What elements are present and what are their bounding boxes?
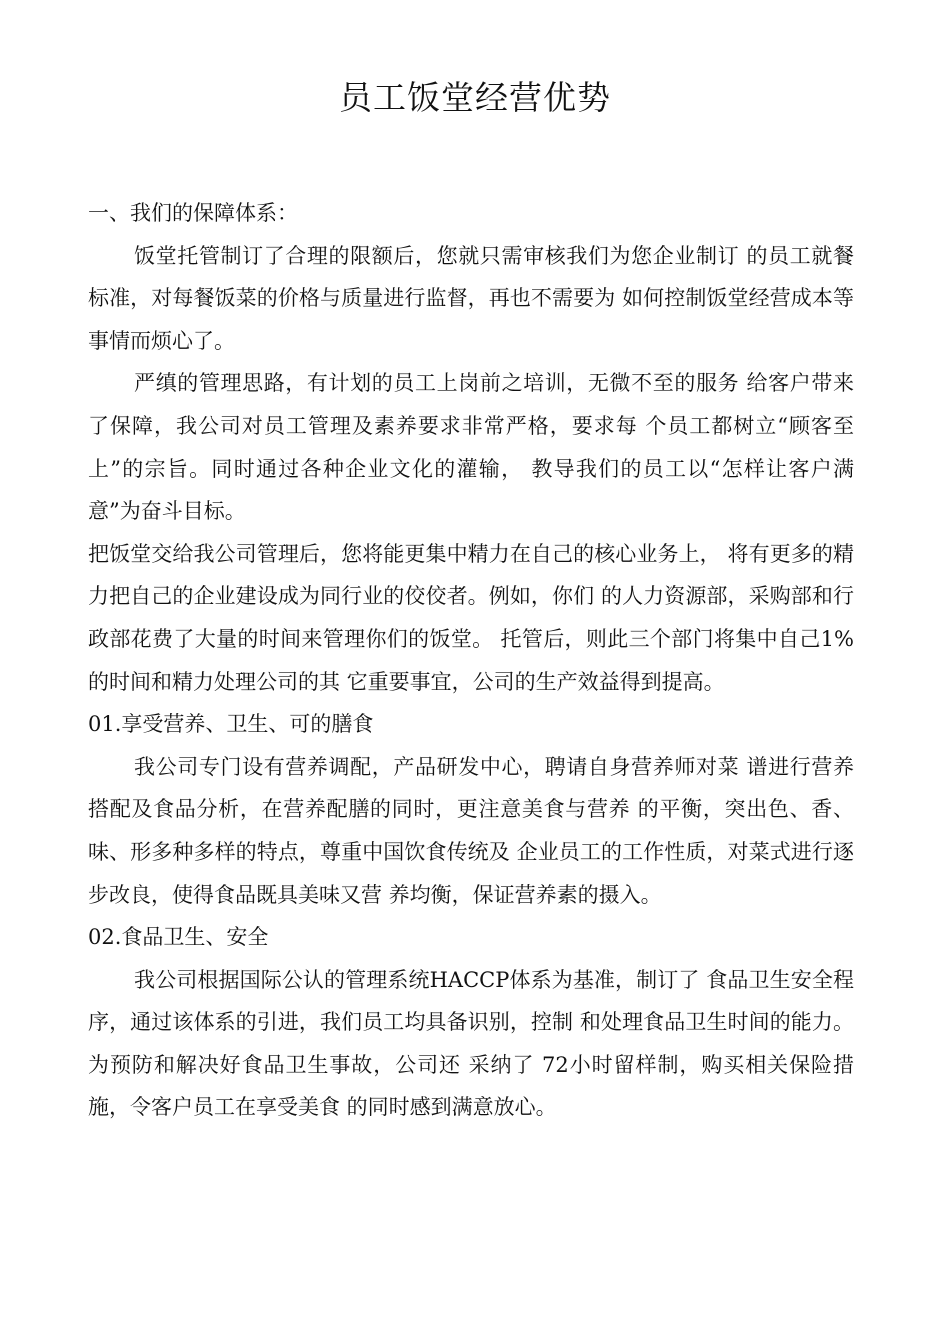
paragraph-haccp-safety: 我公司根据国际公认的管理系统HACCP体系为基准，制订了 食品卫生安全程序，通过该体系的引进，我们员工均具备识别，控制 和处理食品卫生时间的能力。为预防和解决好食品卫生事故，公司还 采纳了 72小时留样制，购买相关保险措施，令客户员工在享受美食 的同时感到满意放心。 — [88, 967, 854, 1120]
section-heading-guarantee-system: 一、我们的保障体系： — [88, 201, 298, 225]
paragraph-nutrition-center: 我公司专门设有营养调配，产品研发中心，聘请自身营养师对菜 谱进行营养搭配及食品分析，在营养配膳的同时，更注意美食与营养 的平衡，突出色、香、味、形多种多样的特点，尊重中国饮食传统及 企业员工的工作性质，对菜式进行逐步改良，使得食品既具美味又营 养均衡，保证营养素的摄入。 — [88, 754, 854, 907]
paragraph-management-training: 严缜的管理思路，有计划的员工上岗前之培训，无微不至的服务 给客户带来了保障，我公司对员工管理及素养要求非常严格，要求每 个员工都树立“顾客至上”的宗旨。同时通过各种企业文化的灌输， 教导我们的员工以“怎样让客户满意”为奋斗目标。 — [88, 371, 854, 524]
section-heading-food-safety: 02.食品卫生、安全 — [88, 925, 269, 950]
document-title: 员工饭堂经营优势 — [339, 78, 611, 117]
paragraph-core-business-focus: 把饭堂交给我公司管理后，您将能更集中精力在自己的核心业务上， 将有更多的精力把自己的企业建设成为同行业的佼佼者。例如，你们 的人力资源部，采购部和行政部花费了大量的时间来管理你们的饭堂。 托管后，则此三个部门将集中自己1%的时间和精力处理公司的其 它重要事宜，公司的生产效益得到提高。 — [88, 541, 854, 694]
section-heading-nutrition: 01.享受营养、卫生、可的膳食 — [88, 712, 374, 737]
paragraph-cost-control: 饭堂托管制订了合理的限额后，您就只需审核我们为您企业制订 的员工就餐标准，对每餐饭菜的价格与质量进行监督，再也不需要为 如何控制饭堂经营成本等事情而烦心了。 — [88, 243, 854, 353]
document-body — [88, 192, 854, 1129]
